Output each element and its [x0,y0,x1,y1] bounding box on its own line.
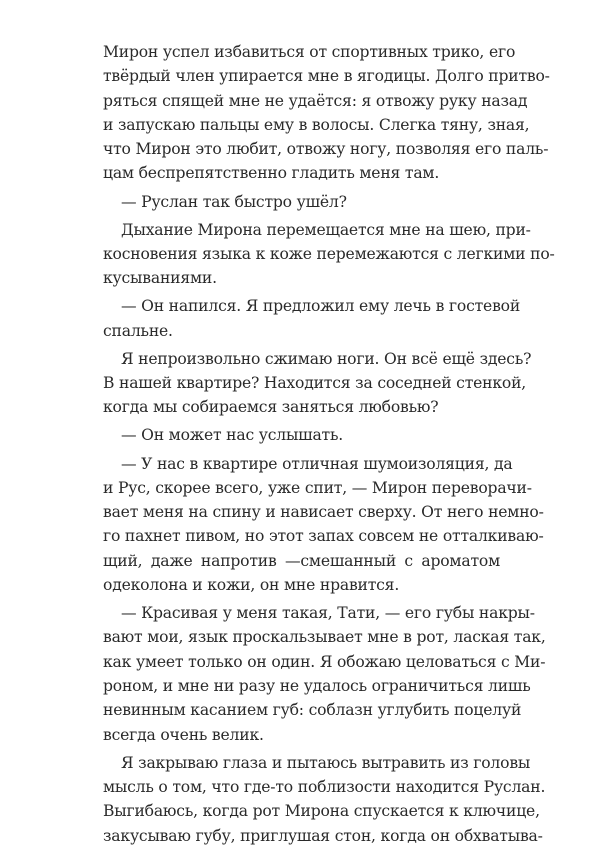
dialogue-line: — Он напился. Я предложил ему лечь в гостевой [121,297,521,316]
text-line: Я непроизвольно сжимаю ноги. Он всё ещё здесь? [121,349,532,368]
text-line: Дыхание Мирона перемещается мне на шею, при- [121,220,531,239]
text-line: спальне. [103,321,173,340]
text-line: невинным касанием губ: соблазн углубить поцелуй [103,701,522,720]
text-line: цам беспрепятственно гладить меня там. [103,164,440,183]
dialogue-line: — Он может нас услышать. [121,426,344,445]
text-line: одеколона и кожи, он мне нравится. [103,576,400,595]
text-line: всегда очень велик. [103,725,264,744]
text-line: когда мы собираемся заняться любовью? [103,398,439,417]
dialogue-line: — Красивая у меня такая, Тати, — его губы накры- [121,604,535,623]
dialogue-line: — У нас в квартире отличная шумоизоляция, да [121,454,513,473]
text-line: косновения языка к коже перемежаются с легкими по- [103,244,555,263]
text-line: кусываниями. [103,269,217,288]
text-line: Мирон успел избавиться от спортивных трико, его [103,43,516,61]
text-line: щий, даже напротив —смешанный с ароматом [103,551,500,570]
text-line: и Рус, скорее всего, уже спит, — Мирон переворачи- [103,478,532,497]
body-text [103,40,555,848]
text-line: и запускаю пальцы ему в волосы. Слегка тяну, зная, [103,115,530,134]
text-line: Я закрываю глаза и пытаюсь вытравить из головы [121,753,531,772]
text-line: твёрдый член упирается мне в ягодицы. Долго притво- [103,67,550,86]
text-line: роном, и мне ни разу не удалось ограничиться лишь [103,677,531,695]
text-line: В нашей квартире? Находится за соседней стенкой, [103,374,527,393]
text-line: вают мои, язык проскальзывает мне в рот, лаская так, [103,628,546,647]
text-line: вает меня на спину и нависает сверху. От него немно- [103,503,544,522]
text-line: закусываю губу, приглушая стон, когда он обхватыва- [103,826,543,845]
text-line: Выгибаюсь, когда рот Мирона спускается к ключице, [103,802,540,821]
text-line: как умеет только он один. Я обожаю целоваться с Ми- [103,652,546,671]
text-line: мысль о том, что где-то поблизости находится Руслан. [103,777,546,796]
text-line: что Мирон это любит, отвожу ногу, позволяя его паль- [103,140,549,159]
text-line: го пахнет пивом, но этот запах совсем не отталкиваю- [103,527,544,546]
text-line: ряться спящей мне не удаётся: я отвожу руку назад [103,91,528,110]
dialogue-line: — Руслан так быстро ушёл? [121,192,347,211]
